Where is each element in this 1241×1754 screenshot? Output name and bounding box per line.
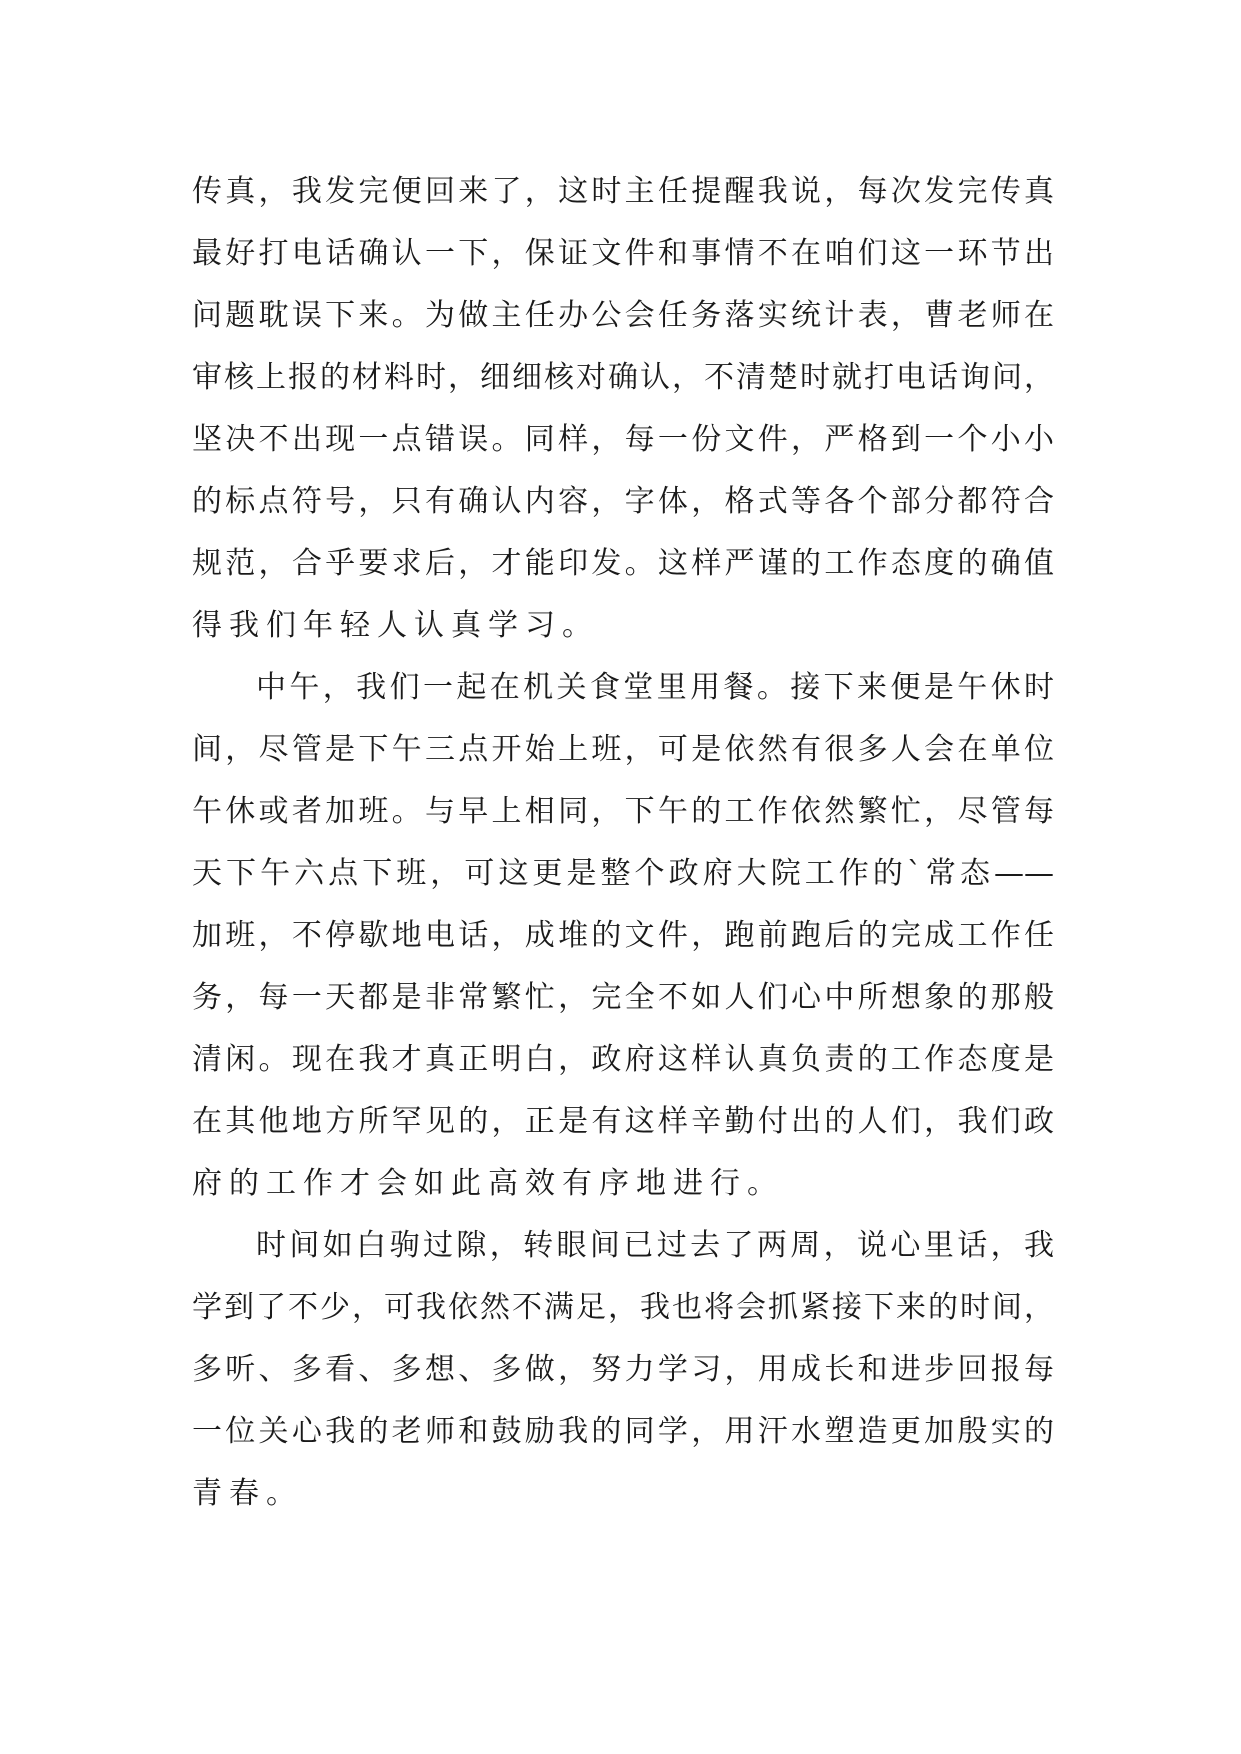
text-line: 天下午六点下班，可这更是整个政府大院工作的`常态—— [192, 856, 1054, 891]
text-line: 学到了不少，可我依然不满足，我也将会抓紧接下来的时间， [192, 1290, 1054, 1325]
text-line: 规范，合乎要求后，才能印发。这样严谨的工作态度的确值 [192, 546, 1054, 581]
text-line: 青春。 [192, 1476, 303, 1511]
text-line: 午休或者加班。与早上相同，下午的工作依然繁忙，尽管每 [192, 794, 1054, 829]
text-line: 在其他地方所罕见的，正是有这样辛勤付出的人们，我们政 [192, 1104, 1054, 1139]
paragraph-1 [192, 161, 1054, 657]
text-line: 的标点符号，只有确认内容，字体，格式等各个部分都符合 [192, 484, 1054, 519]
text-line: 坚决不出现一点错误。同样，每一份文件，严格到一个小小 [192, 422, 1054, 457]
text-line: 中午，我们一起在机关食堂里用餐。接下来便是午休时 [256, 670, 1054, 705]
text-line: 审核上报的材料时，细细核对确认，不清楚时就打电话询问， [192, 360, 1054, 395]
text-line: 府的工作才会如此高效有序地进行。 [192, 1166, 784, 1201]
text-line: 问题耽误下来。为做主任办公会任务落实统计表，曹老师在 [192, 298, 1054, 333]
text-line: 清闲。现在我才真正明白，政府这样认真负责的工作态度是 [192, 1042, 1054, 1077]
text-line: 传真，我发完便回来了，这时主任提醒我说，每次发完传真 [192, 174, 1054, 209]
text-line: 最好打电话确认一下，保证文件和事情不在咱们这一环节出 [192, 236, 1054, 271]
text-line: 得我们年轻人认真学习。 [192, 608, 599, 643]
paragraph-3 [192, 1215, 1054, 1525]
text-line: 加班，不停歇地电话，成堆的文件，跑前跑后的完成工作任 [192, 918, 1054, 953]
paragraph-2 [192, 657, 1054, 1215]
body-text [192, 161, 1054, 1525]
text-line: 间，尽管是下午三点开始上班，可是依然有很多人会在单位 [192, 732, 1054, 767]
text-line: 务，每一天都是非常繁忙，完全不如人们心中所想象的那般 [192, 980, 1054, 1015]
text-line: 时间如白驹过隙，转眼间已过去了两周，说心里话，我 [256, 1228, 1054, 1263]
text-line: 多听、多看、多想、多做，努力学习，用成长和进步回报每 [192, 1352, 1054, 1387]
text-line: 一位关心我的老师和鼓励我的同学，用汗水塑造更加殷实的 [192, 1414, 1054, 1449]
